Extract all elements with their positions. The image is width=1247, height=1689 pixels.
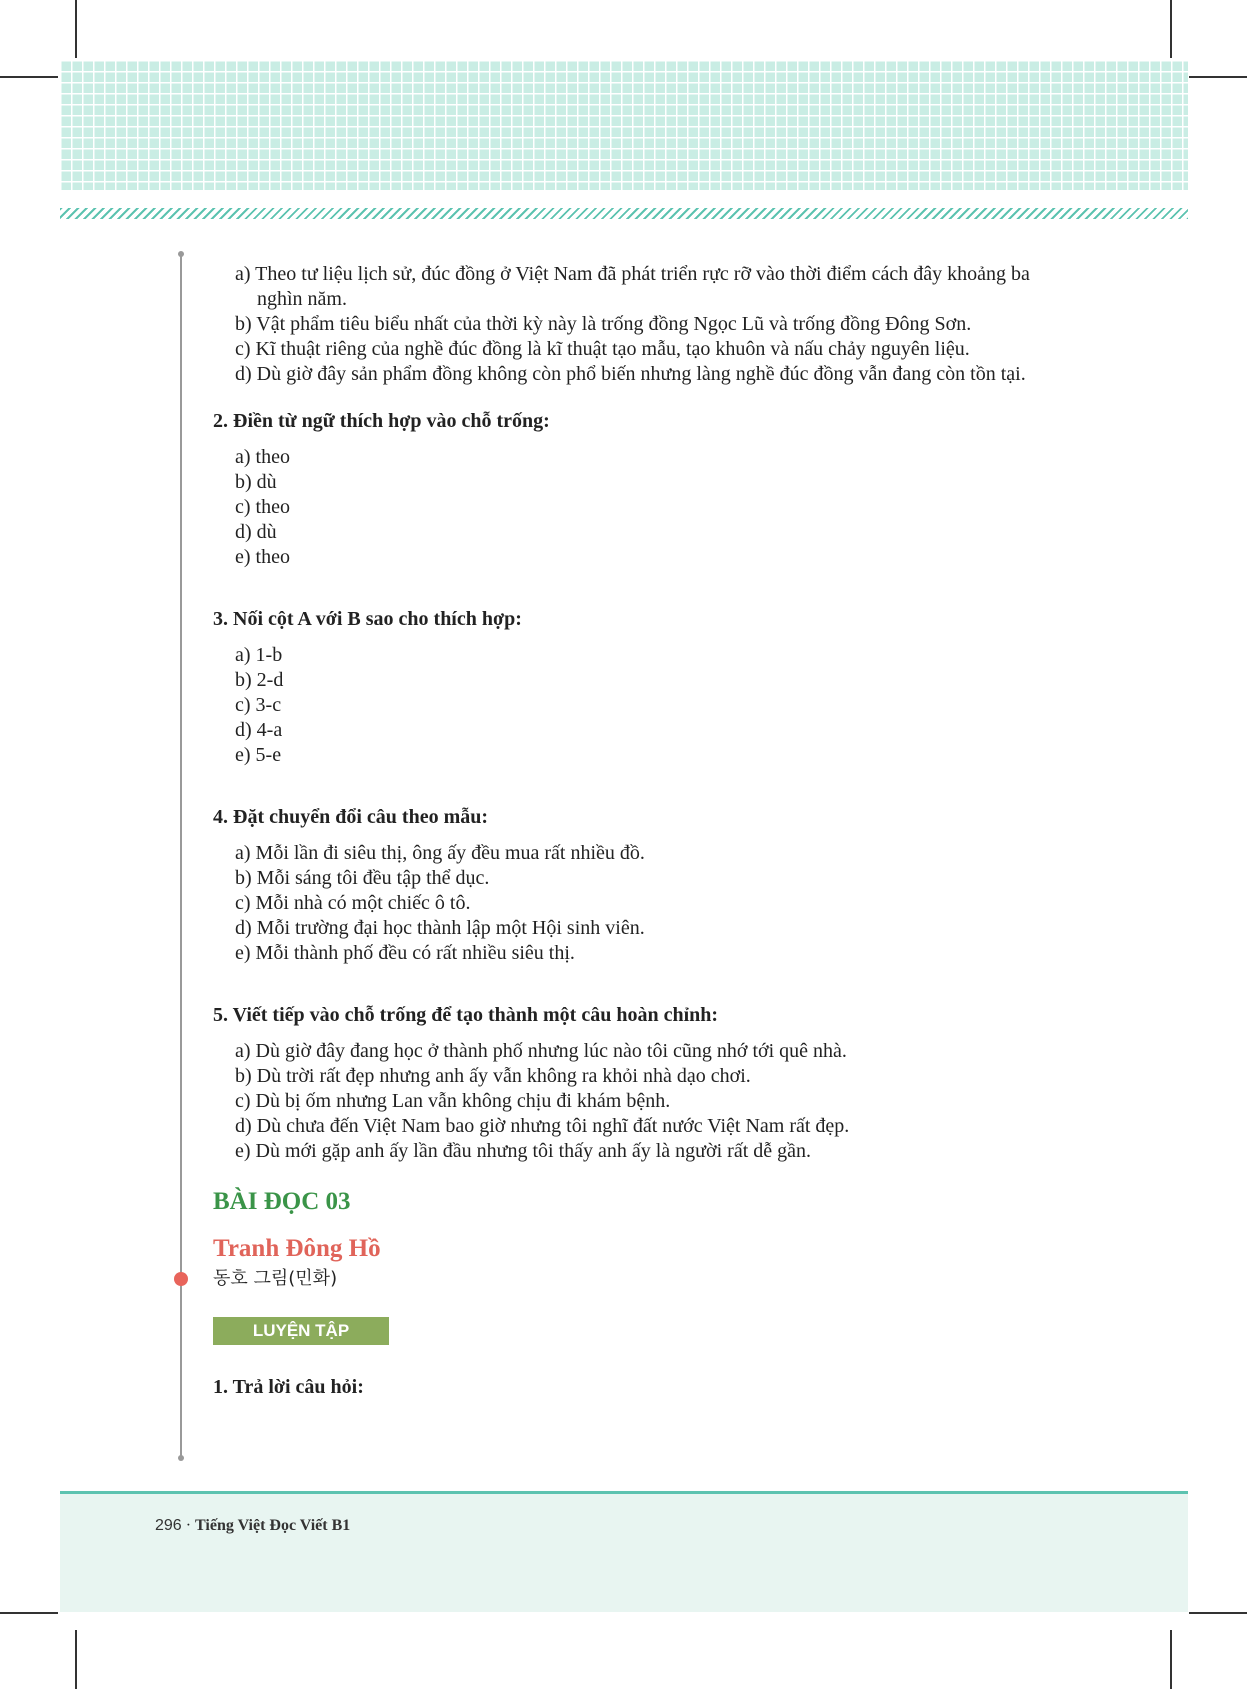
list-item: c) Mỗi nhà có một chiếc ô tô. xyxy=(235,892,471,914)
reading-title: Tranh Đông Hồ xyxy=(213,1235,381,1262)
list-item: e) 5-e xyxy=(235,744,282,766)
list-item: c) Kĩ thuật riêng của nghề đúc đồng là kĩ thuật tạo mẫu, tạo khuôn và nấu chảy nguyên liệu. xyxy=(235,338,970,360)
crop-mark xyxy=(0,1612,58,1614)
crop-mark xyxy=(75,1630,77,1689)
section-title: BÀI ĐỌC 03 xyxy=(213,1188,351,1215)
header-grid-band xyxy=(60,60,1188,190)
crop-mark xyxy=(1170,0,1172,58)
list-item: b) dù xyxy=(235,471,277,493)
list-item: d) Dù giờ đây sản phẩm đồng không còn phổ biến nhưng làng nghề đúc đồng vẫn đang còn tồn tại. xyxy=(235,363,1026,385)
q4-answer-list xyxy=(235,841,1043,966)
crop-mark xyxy=(75,0,77,58)
list-item: a) theo xyxy=(235,446,290,468)
reading-subtitle: 동호 그림(민화) xyxy=(213,1268,338,1289)
question-heading: 5. Viết tiếp vào chỗ trống để tạo thành một câu hoàn chỉnh: xyxy=(213,1004,719,1026)
list-item: d) Mỗi trường đại học thành lập một Hội sinh viên. xyxy=(235,917,645,939)
list-item: e) theo xyxy=(235,546,290,568)
page-content xyxy=(213,262,1043,1400)
list-item: a) Theo tư liệu lịch sử, đúc đồng ở Việt Nam đã phát triển rực rỡ vào thời điểm cách đây khoảng ba nghìn năm. xyxy=(235,263,1030,310)
crop-mark xyxy=(1189,76,1247,78)
q5-answer-list xyxy=(235,1039,1043,1164)
list-item: a) Mỗi lần đi siêu thị, ông ấy đều mua rất nhiều đồ. xyxy=(235,842,645,864)
list-item: d) 4-a xyxy=(235,719,283,741)
list-item: d) dù xyxy=(235,521,277,543)
list-item: e) Dù mới gặp anh ấy lần đầu nhưng tôi thấy anh ấy là người rất dễ gần. xyxy=(235,1140,812,1162)
margin-rule-top-dot xyxy=(178,251,184,257)
list-item: b) Vật phẩm tiêu biểu nhất của thời kỳ này là trống đồng Ngọc Lũ và trống đồng Đông Sơn. xyxy=(235,313,972,335)
list-item: e) Mỗi thành phố đều có rất nhiều siêu thị. xyxy=(235,942,575,964)
footer-separator: · xyxy=(185,1517,192,1534)
list-item: c) Dù bị ốm nhưng Lan vẫn không chịu đi khám bệnh. xyxy=(235,1090,671,1112)
q3-answer-list xyxy=(235,643,1043,768)
crop-mark xyxy=(0,76,58,78)
list-item: d) Dù chưa đến Việt Nam bao giờ nhưng tôi nghĩ đất nước Việt Nam rất đẹp. xyxy=(235,1115,850,1137)
list-item: b) Mỗi sáng tôi đều tập thể dục. xyxy=(235,867,490,889)
header-hatch-strip xyxy=(60,208,1188,219)
question-heading: 4. Đặt chuyển đổi câu theo mẫu: xyxy=(213,806,489,828)
list-item: a) Dù giờ đây đang học ở thành phố nhưng lúc nào tôi cũng nhớ tới quê nhà. xyxy=(235,1040,847,1062)
list-item: c) 3-c xyxy=(235,694,282,716)
margin-rule-bottom-dot xyxy=(178,1455,184,1461)
list-item: b) Dù trời rất đẹp nhưng anh ấy vẫn không ra khỏi nhà dạo chơi. xyxy=(235,1065,751,1087)
question-heading: 3. Nối cột A với B sao cho thích hợp: xyxy=(213,608,522,630)
q1-answer-list xyxy=(235,262,1043,387)
question-heading: 2. Điền từ ngữ thích hợp vào chỗ trống: xyxy=(213,410,550,432)
book-title: Tiếng Việt Đọc Viết B1 xyxy=(195,1517,351,1534)
section-marker-dot xyxy=(174,1272,188,1286)
footer-band xyxy=(60,1494,1188,1612)
crop-mark xyxy=(1170,1630,1172,1689)
list-item: c) theo xyxy=(235,496,290,518)
list-item: a) 1-b xyxy=(235,644,283,666)
question-heading: 1. Trả lời câu hỏi: xyxy=(213,1376,364,1398)
crop-mark xyxy=(1189,1612,1247,1614)
q2-answer-list xyxy=(235,445,1043,570)
page-number: 296 xyxy=(155,1517,182,1534)
page-footer xyxy=(155,1517,350,1535)
practice-label: LUYỆN TẬP xyxy=(213,1317,389,1345)
list-item: b) 2-d xyxy=(235,669,284,691)
